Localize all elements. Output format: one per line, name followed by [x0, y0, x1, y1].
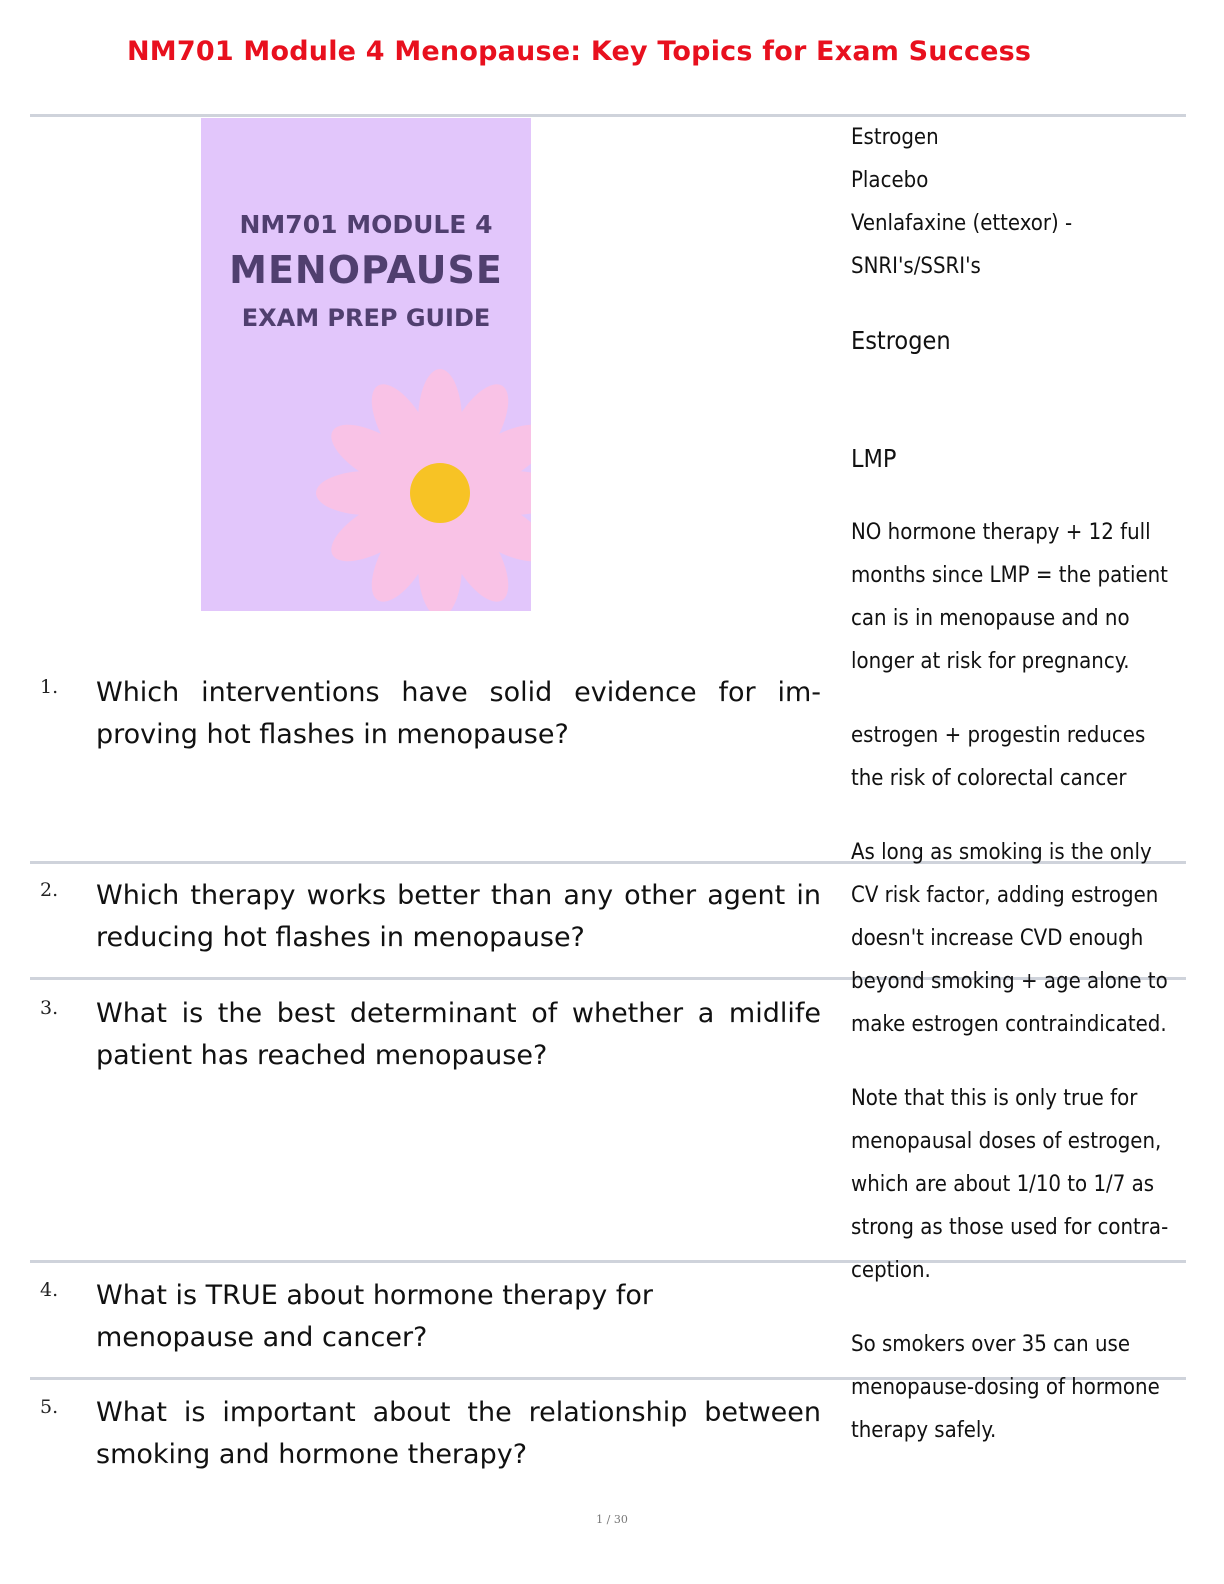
answer-line: So smokers over 35 can use: [851, 1332, 1131, 1357]
answer-line: ception.: [851, 1258, 931, 1283]
answer-line: make estrogen contraindicated.: [851, 1012, 1167, 1037]
document-title: NM701 Module 4 Menopause: Key Topics for Exam Success: [127, 36, 1032, 67]
cover-line-3: EXAM PREP GUIDE: [241, 304, 491, 332]
answer-line: CV risk factor, adding estrogen: [851, 883, 1159, 908]
answer-line: Venlafaxine (ettexor) -: [851, 211, 1073, 236]
question-text: What is important about the relationship between smoking and hormone therapy?: [96, 1397, 821, 1470]
answer-line: strong as those used for contra-: [851, 1215, 1169, 1240]
question-number: 4.: [40, 1279, 59, 1301]
answer-line: beyond smoking + age alone to: [851, 969, 1168, 994]
answer-line: longer at risk for pregnancy.: [851, 649, 1130, 674]
answer-line: Note that this is only true for: [851, 1086, 1138, 1111]
answer-line: doesn't increase CVD enough: [851, 926, 1144, 951]
answer-line: can is in menopause and no: [851, 606, 1130, 631]
answers-column: [851, 116, 1181, 1452]
answer-line: months since LMP = the patient: [851, 563, 1168, 588]
question-text: What is the best determinant of whether a midlife patient has reached menopause?: [96, 998, 821, 1071]
answer-line: menopausal doses of estrogen,: [851, 1129, 1162, 1154]
answer-5: [851, 831, 1181, 1046]
answer-4: [851, 714, 1181, 800]
answer-3-note: [851, 511, 1181, 683]
question-number: 5.: [40, 1396, 59, 1418]
answer-line: SNRI's/SSRI's: [851, 254, 981, 279]
answer-3: LMP: [851, 444, 897, 473]
answer-line: Placebo: [851, 168, 929, 193]
question-text: What is TRUE about hormone therapy for menopause and cancer?: [96, 1280, 653, 1353]
answer-line: the risk of colorectal cancer: [851, 766, 1127, 791]
answer-5-note: [851, 1077, 1181, 1292]
answer-line: estrogen + progestin reduces: [851, 723, 1146, 748]
question-text: Which interventions have solid evidence for im-proving hot flashes in menopause?: [96, 677, 821, 750]
cover-line-1: NM701 MODULE 4: [239, 210, 493, 239]
answer-line: NO hormone therapy + 12 full: [851, 520, 1151, 545]
page-indicator: 1 / 30: [596, 1513, 628, 1526]
cover-image: [201, 118, 531, 611]
answer-5-note-2: [851, 1323, 1181, 1452]
question-number: 1.: [40, 676, 59, 698]
answer-line: therapy safely.: [851, 1418, 997, 1443]
daisy-flower-icon: [201, 118, 531, 611]
question-number: 2.: [40, 879, 59, 901]
answer-line: menopause-dosing of hormone: [851, 1375, 1160, 1400]
answer-2: Estrogen: [851, 326, 951, 355]
answer-line: which are about 1/10 to 1/7 as: [851, 1172, 1155, 1197]
answer-line: Estrogen: [851, 125, 939, 150]
question-number: 3.: [40, 997, 59, 1019]
answer-1: [851, 116, 1181, 288]
answer-line: As long as smoking is the only: [851, 840, 1152, 865]
question-text: Which therapy works better than any other agent in reducing hot flashes in menopause?: [96, 880, 821, 953]
cover-line-2: MENOPAUSE: [229, 248, 503, 292]
